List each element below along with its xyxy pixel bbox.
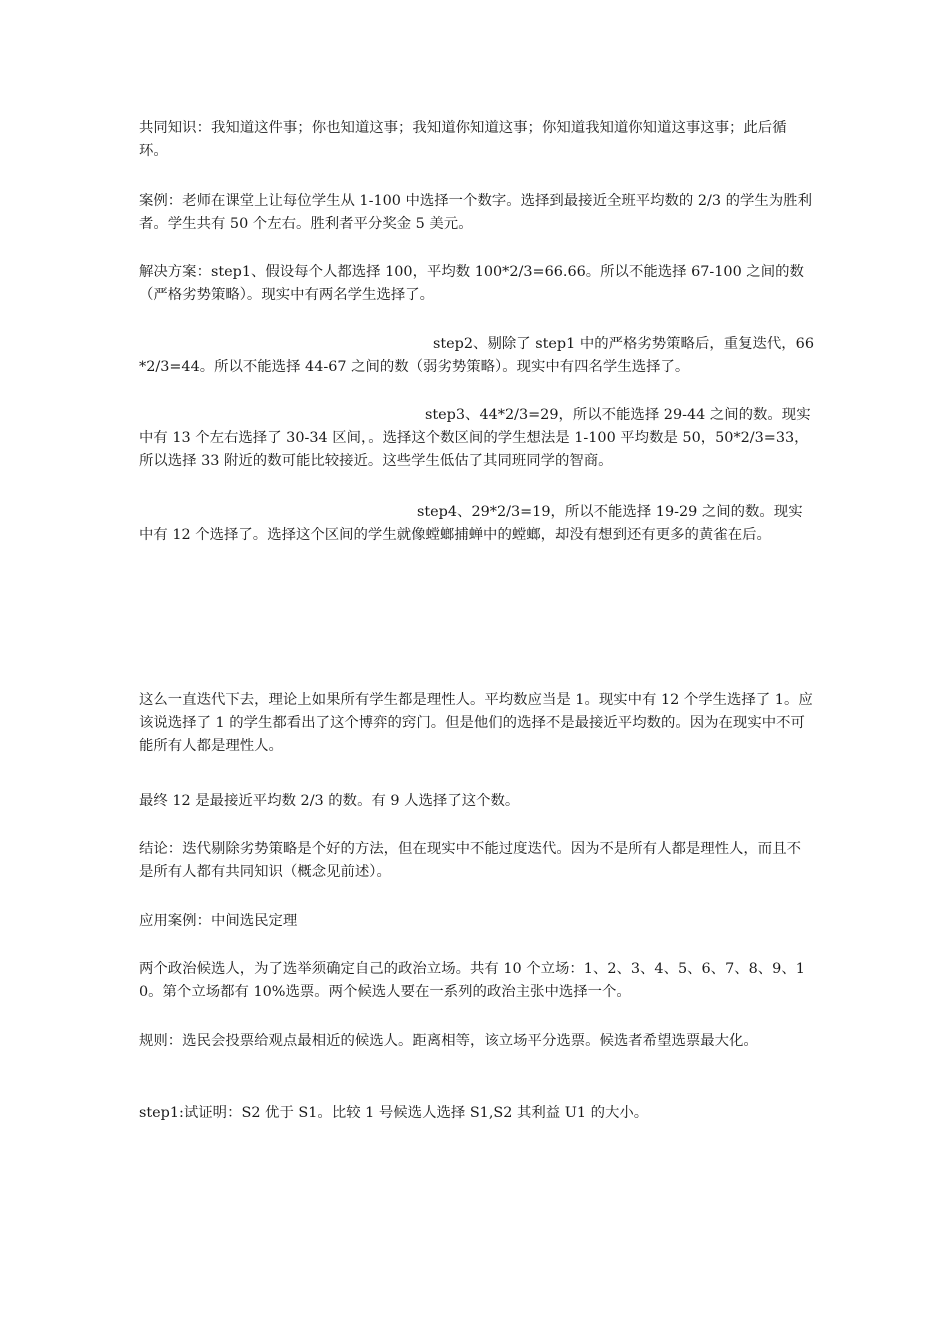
paragraph-step4: step4、29*2/3=19，所以不能选择 19-29 之间的数。现实中有 12 个选择了。选择这个区间的学生就像螳螂捕蝉中的螳螂，却没有想到还有更多的黄雀在后。 [139, 504, 803, 543]
paragraph-iteration: 这么一直迭代下去，理论上如果所有学生都是理性人。平均数应当是 1。现实中有 12 个学生选择了 1。应该说选择了 1 的学生都看出了这个博弈的窍门。但是他们的选择不是最接近平均数的。因为在现实中不可能所有人都是理性人。 [139, 692, 813, 754]
paragraph-solution-step1: 解决方案：step1、假设每个人都选择 100，平均数 100*2/3=66.66。所以不能选择 67-100 之间的数（严格劣势策略）。现实中有两名学生选择了。 [139, 264, 804, 303]
paragraph-step2: step2、剔除了 step1 中的严格劣势策略后，重复迭代，66*2/3=44。所以不能选择 44-67 之间的数（弱劣势策略）。现实中有四名学生选择了。 [139, 336, 814, 375]
paragraph-case: 案例：老师在课堂上让每位学生从 1-100 中选择一个数字。选择到最接近全班平均数的 2/3 的学生为胜利者。学生共有 50 个左右。胜利者平分奖金 5 美元。 [139, 193, 812, 232]
paragraph-proof-step1: step1:试证明：S2 优于 S1。比较 1 号候选人选择 S1,S2 其利益 U1 的大小。 [139, 1105, 649, 1121]
paragraph-conclusion: 结论：迭代剔除劣势策略是个好的方法，但在现实中不能过度迭代。因为不是所有人都是理性人，而且不是所有人都有共同知识（概念见前述）。 [139, 841, 801, 880]
paragraph-candidates: 两个政治候选人，为了选举须确定自己的政治立场。共有 10 个立场：1、2、3、4、5、6、7、8、9、10。第个立场都有 10%选票。两个候选人要在一系列的政治主张中选择一个。 [139, 961, 805, 1000]
paragraph-application-heading: 应用案例：中间选民定理 [139, 913, 298, 929]
paragraph-common-knowledge: 共同知识：我知道这件事；你也知道这事；我知道你知道这事；你知道我知道你知道这事这事；此后循环。 [139, 120, 787, 159]
paragraph-rules: 规则：选民会投票给观点最相近的候选人。距离相等，该立场平分选票。候选者希望选票最大化。 [139, 1033, 758, 1049]
paragraph-final: 最终 12 是最接近平均数 2/3 的数。有 9 人选择了这个数。 [139, 793, 520, 809]
paragraph-step3: step3、44*2/3=29，所以不能选择 29-44 之间的数。现实中有 13 个左右选择了 30-34 区间，。选择这个数区间的学生想法是 1-100 平均数是 50，50*2/3=33，所以选择 33 附近的数可能比较接近。这些学生低估了其同班同学的智商。 [139, 407, 811, 469]
